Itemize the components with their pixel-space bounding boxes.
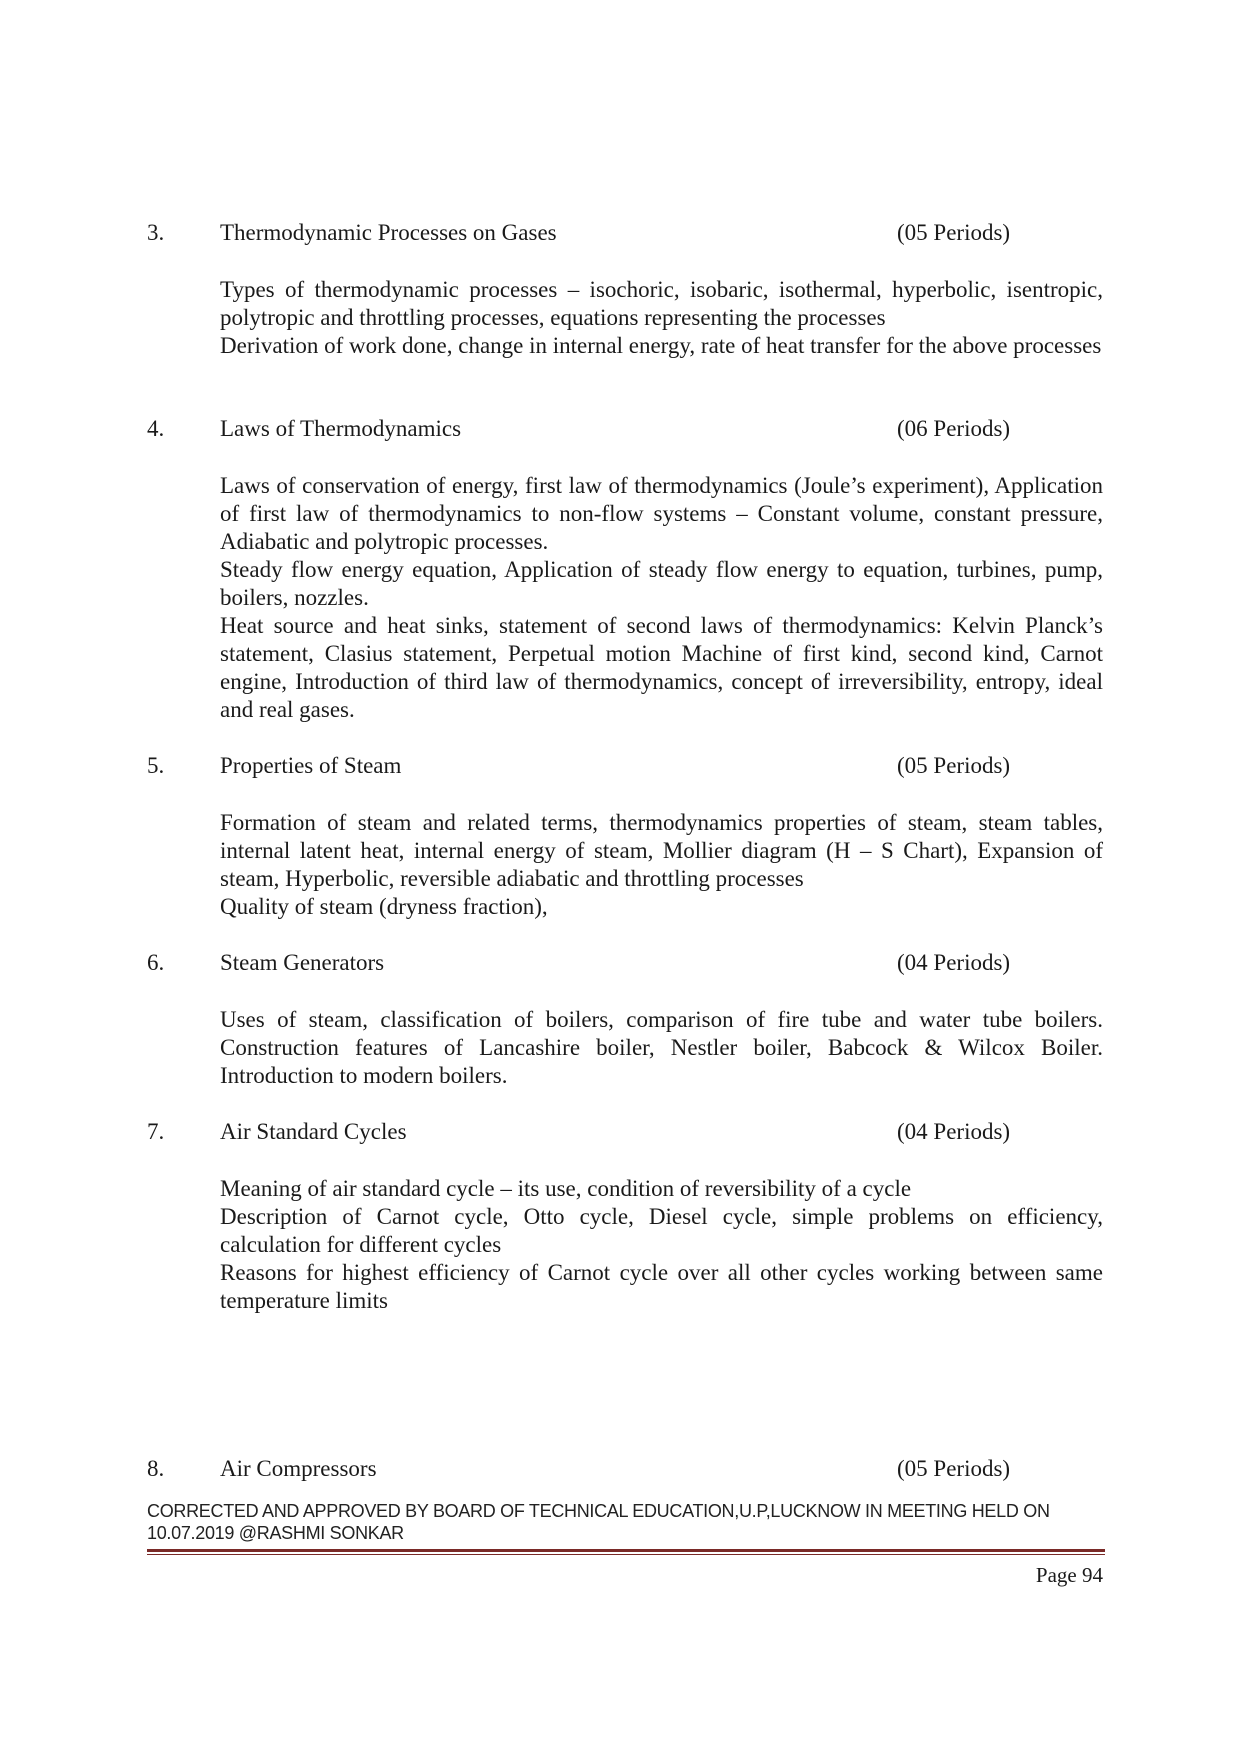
- section-number: 6.: [147, 950, 165, 975]
- section-8: [0, 1452, 1240, 1486]
- section-title: Laws of Thermodynamics: [220, 416, 462, 441]
- section-body: [220, 472, 1103, 724]
- paragraph: Types of thermodynamic processes – isochoric, isobaric, isothermal, hyperbolic, isentropic, polytropic and throttling processes, equations representing the processes: [220, 277, 1103, 330]
- section-periods: (04 Periods): [897, 1119, 1011, 1144]
- section-periods: (06 Periods): [897, 416, 1011, 441]
- section-3: [0, 216, 1240, 358]
- section-periods: (05 Periods): [897, 753, 1011, 778]
- paragraph: Quality of steam (dryness fraction),: [220, 894, 548, 919]
- page-number: Page 94: [1035, 1563, 1103, 1587]
- section-7: [0, 1115, 1240, 1313]
- section-periods: (04 Periods): [897, 950, 1011, 975]
- section-number: 3.: [147, 220, 165, 245]
- section-heading: [0, 412, 1240, 446]
- paragraph: Reasons for highest efficiency of Carnot cycle over all other cycles working between same temperature limits: [220, 1260, 1103, 1313]
- footer-divider-thin: [147, 1554, 1105, 1555]
- section-number: 7.: [147, 1119, 165, 1144]
- section-periods: (05 Periods): [897, 220, 1011, 245]
- section-heading: [0, 946, 1240, 980]
- section-title: Air Standard Cycles: [220, 1119, 407, 1144]
- section-title: Properties of Steam: [220, 753, 402, 778]
- paragraph: Description of Carnot cycle, Otto cycle, Diesel cycle, simple problems on efficiency, calculation for different cycles: [220, 1204, 1103, 1257]
- section-heading: [0, 1115, 1240, 1149]
- section-6: [0, 946, 1240, 1088]
- section-body: [220, 809, 1103, 921]
- section-number: 8.: [147, 1456, 165, 1481]
- paragraph: Steady flow energy equation, Application of steady flow energy to equation, turbines, pump, boilers, nozzles.: [220, 557, 1103, 610]
- section-heading: [0, 749, 1240, 783]
- paragraph: Uses of steam, classification of boilers, comparison of fire tube and water tube boilers. Construction features of Lancashire boiler, Nestler boiler, Babcock & Wilcox Boiler. Introduction to modern boilers.: [220, 1007, 1103, 1088]
- paragraph: Formation of steam and related terms, thermodynamics properties of steam, steam tables, internal latent heat, internal energy of steam, Mollier diagram (H – S Chart), Expansion of steam, Hyperbolic, reversible adiabatic and throttling processes: [220, 810, 1103, 891]
- footer-divider: [147, 1549, 1105, 1552]
- paragraph: Heat source and heat sinks, statement of second laws of thermodynamics: Kelvin Planck’s statement, Clasius statement, Perpetual motion Machine of first kind, second kind, Carnot engine, Introduction of third law of thermodynamics, concept of irreversibility, entropy, ideal and real gases.: [220, 613, 1103, 722]
- footer-approval-note: CORRECTED AND APPROVED BY BOARD OF TECHNICAL EDUCATION,U.P,LUCKNOW IN MEETING HELD ON 10.07.2019 @RASHMI SONKAR: [147, 1501, 1050, 1543]
- section-periods: (05 Periods): [897, 1456, 1011, 1481]
- section-title: Steam Generators: [220, 950, 385, 975]
- section-body: [220, 1175, 1103, 1315]
- section-number: 4.: [147, 416, 165, 441]
- section-title: Air Compressors: [220, 1456, 377, 1481]
- section-heading: [0, 1452, 1240, 1486]
- section-body: [220, 1006, 1103, 1090]
- section-body: [220, 276, 1103, 360]
- section-4: [0, 412, 1240, 722]
- paragraph: Derivation of work done, change in internal energy, rate of heat transfer for the above processes: [220, 333, 1102, 358]
- section-5: [0, 749, 1240, 919]
- section-title: Thermodynamic Processes on Gases: [220, 220, 557, 245]
- section-heading: [0, 216, 1240, 250]
- section-number: 5.: [147, 753, 165, 778]
- paragraph: Laws of conservation of energy, first law of thermodynamics (Joule’s experiment), Application of first law of thermodynamics to non-flow systems – Constant volume, constant pressure, Adiabatic and polytropic processes.: [220, 473, 1103, 554]
- paragraph: Meaning of air standard cycle – its use, condition of reversibility of a cycle: [220, 1176, 912, 1201]
